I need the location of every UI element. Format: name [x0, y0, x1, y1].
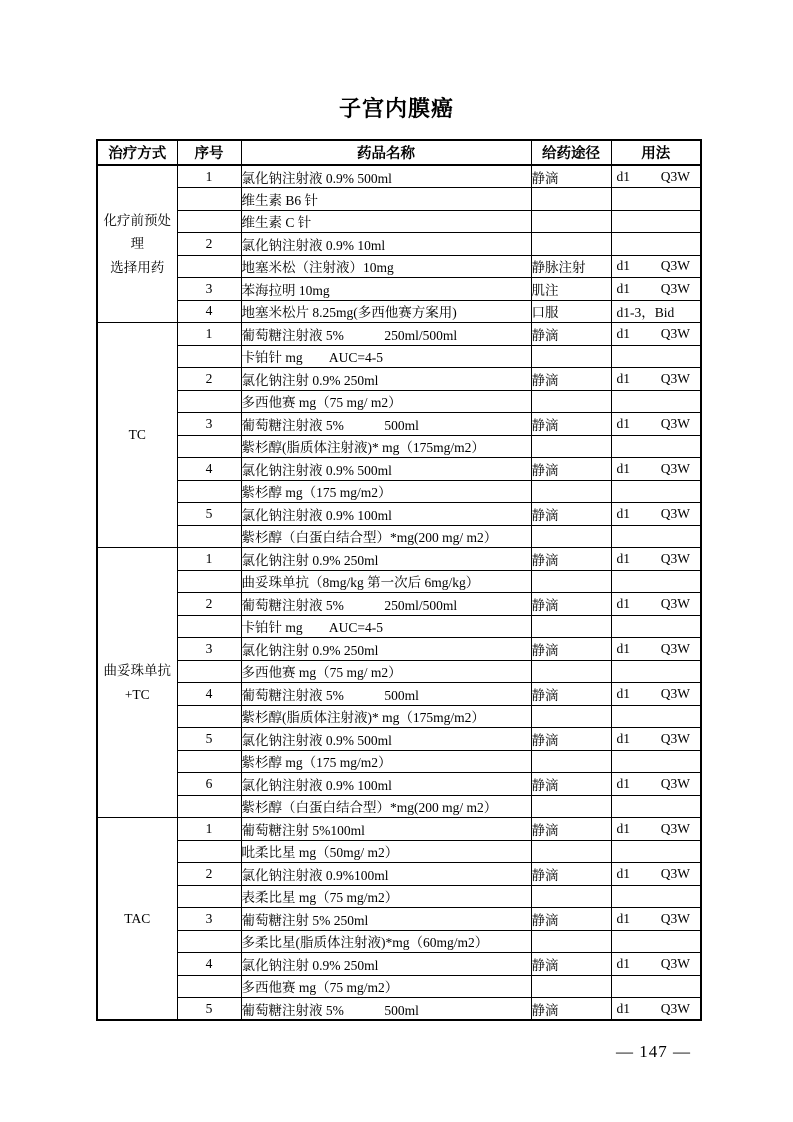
row-number-cell: 1: [177, 818, 241, 841]
usage-text: [612, 326, 701, 342]
drug-name-cell: 苯海拉明 10mg: [241, 278, 531, 301]
drug-name-cell: 葡萄糖注射 5%100ml: [241, 818, 531, 841]
usage-text: [612, 371, 701, 387]
usage-cell: [611, 525, 701, 548]
usage-cell: [611, 503, 701, 526]
usage-text: [612, 281, 701, 297]
usage-cell: [611, 998, 701, 1021]
table-row: [97, 345, 701, 368]
usage-part: Q3W: [660, 505, 690, 521]
drug-name-cell: 氯化钠注射 0.9% 250ml: [241, 548, 531, 571]
table-row: [97, 570, 701, 593]
usage-cell: [611, 660, 701, 683]
route-cell: 静滴: [531, 165, 611, 188]
table-row: [97, 998, 701, 1021]
usage-cell: [611, 390, 701, 413]
usage-part: Q3W: [660, 370, 690, 386]
table-row: [97, 458, 701, 481]
route-cell: [531, 570, 611, 593]
usage-cell: [611, 368, 701, 391]
table-header-row: [97, 140, 701, 165]
row-number-cell: [177, 840, 241, 863]
column-header-number: 序号: [177, 140, 241, 165]
usage-part: Q3W: [660, 865, 690, 881]
usage-part: d1: [616, 415, 630, 431]
drug-name-cell: 卡铂针 mg AUC=4-5: [241, 345, 531, 368]
drug-name-cell: 卡铂针 mg AUC=4-5: [241, 615, 531, 638]
usage-part: Q3W: [660, 280, 690, 296]
table-row: [97, 480, 701, 503]
usage-cell: [611, 728, 701, 751]
route-cell: [531, 795, 611, 818]
usage-text: [612, 821, 701, 837]
row-number-cell: 1: [177, 323, 241, 346]
usage-cell: [611, 975, 701, 998]
route-cell: [531, 210, 611, 233]
usage-part: d1: [616, 460, 630, 476]
treatment-label-line: +TC: [124, 686, 150, 702]
row-number-cell: [177, 930, 241, 953]
table-row: [97, 638, 701, 661]
drug-name-cell: 维生素 C 针: [241, 210, 531, 233]
usage-text: [612, 911, 701, 927]
row-number-cell: [177, 255, 241, 278]
usage-text: [612, 551, 701, 567]
table-row: [97, 773, 701, 796]
usage-cell: [611, 593, 701, 616]
usage-part: d1: [616, 325, 630, 341]
drug-name-cell: 氯化钠注射液 0.9% 500ml: [241, 728, 531, 751]
table-row: [97, 525, 701, 548]
row-number-cell: [177, 345, 241, 368]
usage-part: Q3W: [660, 640, 690, 656]
usage-cell: [611, 480, 701, 503]
column-header-treatment: 治疗方式: [97, 140, 177, 165]
row-number-cell: 5: [177, 998, 241, 1021]
route-cell: 静滴: [531, 638, 611, 661]
usage-part: Q3W: [660, 730, 690, 746]
row-number-cell: 1: [177, 548, 241, 571]
usage-cell: [611, 435, 701, 458]
usage-part: d1: [616, 505, 630, 521]
row-number-cell: [177, 750, 241, 773]
row-number-cell: 3: [177, 413, 241, 436]
route-cell: 静脉注射: [531, 255, 611, 278]
usage-cell: [611, 750, 701, 773]
usage-part: d1-3，Bid: [616, 305, 675, 321]
row-number-cell: [177, 435, 241, 458]
usage-part: d1: [616, 820, 630, 836]
usage-part: Q3W: [660, 550, 690, 566]
usage-cell: [611, 300, 701, 323]
usage-part: d1: [616, 280, 630, 296]
usage-cell: [611, 278, 701, 301]
route-cell: [531, 750, 611, 773]
usage-cell: [611, 615, 701, 638]
row-number-cell: 2: [177, 368, 241, 391]
usage-text: [612, 169, 701, 185]
usage-text: [612, 258, 701, 274]
table-row: [97, 503, 701, 526]
row-number-cell: [177, 975, 241, 998]
route-cell: [531, 233, 611, 256]
drug-name-cell: 氯化钠注射 0.9% 250ml: [241, 368, 531, 391]
table-row: [97, 300, 701, 323]
route-cell: [531, 975, 611, 998]
table-row: [97, 210, 701, 233]
usage-cell: [611, 570, 701, 593]
usage-text: [612, 641, 701, 657]
route-cell: 静滴: [531, 998, 611, 1021]
usage-cell: [611, 683, 701, 706]
table-row: [97, 390, 701, 413]
drug-name-cell: 紫杉醇 mg（175 mg/m2）: [241, 480, 531, 503]
table-row: [97, 660, 701, 683]
route-cell: 静滴: [531, 368, 611, 391]
treatment-cell: [97, 323, 177, 548]
drug-name-cell: 氯化钠注射液 0.9%100ml: [241, 863, 531, 886]
route-cell: [531, 930, 611, 953]
row-number-cell: [177, 660, 241, 683]
table-row: [97, 930, 701, 953]
drug-name-cell: 葡萄糖注射液 5% 500ml: [241, 998, 531, 1021]
route-cell: 静滴: [531, 548, 611, 571]
usage-part: d1: [616, 730, 630, 746]
table-row: [97, 840, 701, 863]
route-cell: 静滴: [531, 953, 611, 976]
usage-part: d1: [616, 640, 630, 656]
usage-part: d1: [616, 258, 630, 274]
row-number-cell: 6: [177, 773, 241, 796]
drug-name-cell: 多西他赛 mg（75 mg/m2）: [241, 975, 531, 998]
table-row: [97, 750, 701, 773]
drug-table: [96, 139, 702, 1021]
usage-part: Q3W: [660, 1000, 690, 1016]
table-row: [97, 975, 701, 998]
usage-part: Q3W: [660, 325, 690, 341]
route-cell: 静滴: [531, 818, 611, 841]
row-number-cell: 4: [177, 300, 241, 323]
route-cell: 静滴: [531, 503, 611, 526]
table-row: [97, 413, 701, 436]
usage-text: [612, 731, 701, 747]
usage-cell: [611, 908, 701, 931]
row-number-cell: 4: [177, 683, 241, 706]
usage-cell: [611, 885, 701, 908]
route-cell: [531, 390, 611, 413]
route-cell: 静滴: [531, 458, 611, 481]
usage-cell: [611, 188, 701, 211]
usage-part: d1: [616, 550, 630, 566]
route-cell: 静滴: [531, 593, 611, 616]
table-row: [97, 728, 701, 751]
row-number-cell: [177, 615, 241, 638]
row-number-cell: [177, 885, 241, 908]
usage-text: [612, 686, 701, 702]
table-row: [97, 323, 701, 346]
column-header-drug-name: 药品名称: [241, 140, 531, 165]
table-row: [97, 818, 701, 841]
table-row: [97, 885, 701, 908]
usage-cell: [611, 953, 701, 976]
drug-name-cell: 氯化钠注射液 0.9% 500ml: [241, 458, 531, 481]
drug-name-cell: 氯化钠注射液 0.9% 100ml: [241, 503, 531, 526]
usage-cell: [611, 840, 701, 863]
usage-text: [612, 596, 701, 612]
row-number-cell: [177, 570, 241, 593]
row-number-cell: [177, 480, 241, 503]
route-cell: 静滴: [531, 863, 611, 886]
drug-name-cell: 表柔比星 mg（75 mg/m2）: [241, 885, 531, 908]
page-title: 子宫内膜癌: [338, 96, 454, 121]
usage-cell: [611, 345, 701, 368]
table-row: [97, 368, 701, 391]
drug-name-cell: 葡萄糖注射液 5% 500ml: [241, 413, 531, 436]
route-cell: [531, 840, 611, 863]
row-number-cell: 5: [177, 503, 241, 526]
drug-name-cell: 吡柔比星 mg（50mg/ m2）: [241, 840, 531, 863]
drug-name-cell: 紫杉醇（白蛋白结合型）*mg(200 mg/ m2）: [241, 795, 531, 818]
drug-name-cell: 葡萄糖注射液 5% 250ml/500ml: [241, 323, 531, 346]
usage-part: d1: [616, 595, 630, 611]
row-number-cell: 4: [177, 953, 241, 976]
route-cell: 肌注: [531, 278, 611, 301]
drug-name-cell: 维生素 B6 针: [241, 188, 531, 211]
treatment-label-line: TC: [128, 427, 146, 443]
treatment-cell: [97, 165, 177, 323]
drug-name-cell: 氯化钠注射 0.9% 250ml: [241, 953, 531, 976]
usage-part: d1: [616, 775, 630, 791]
row-number-cell: 2: [177, 593, 241, 616]
row-number-cell: [177, 525, 241, 548]
usage-cell: [611, 930, 701, 953]
route-cell: 静滴: [531, 683, 611, 706]
usage-text: [612, 866, 701, 882]
usage-cell: [611, 233, 701, 256]
row-number-cell: 5: [177, 728, 241, 751]
drug-name-cell: 氯化钠注射液 0.9% 10ml: [241, 233, 531, 256]
usage-part: d1: [616, 685, 630, 701]
usage-cell: [611, 705, 701, 728]
table-row: [97, 863, 701, 886]
usage-part: Q3W: [660, 258, 690, 274]
route-cell: 静滴: [531, 773, 611, 796]
usage-cell: [611, 255, 701, 278]
route-cell: [531, 525, 611, 548]
usage-part: d1: [616, 955, 630, 971]
drug-name-cell: 葡萄糖注射 5% 250ml: [241, 908, 531, 931]
table-row: [97, 795, 701, 818]
usage-cell: [611, 818, 701, 841]
usage-cell: [611, 795, 701, 818]
row-number-cell: [177, 795, 241, 818]
route-cell: [531, 705, 611, 728]
usage-cell: [611, 413, 701, 436]
usage-text: [612, 776, 701, 792]
usage-part: Q3W: [660, 775, 690, 791]
usage-text: [612, 506, 701, 522]
table-row: [97, 908, 701, 931]
drug-name-cell: 葡萄糖注射液 5% 250ml/500ml: [241, 593, 531, 616]
usage-part: Q3W: [660, 910, 690, 926]
row-number-cell: 3: [177, 638, 241, 661]
usage-part: Q3W: [660, 685, 690, 701]
drug-name-cell: 多西他赛 mg（75 mg/ m2）: [241, 390, 531, 413]
route-cell: [531, 188, 611, 211]
table-row: [97, 188, 701, 211]
drug-name-cell: 氯化钠注射液 0.9% 100ml: [241, 773, 531, 796]
usage-cell: [611, 638, 701, 661]
drug-name-cell: 地塞米松（注射液）10mg: [241, 255, 531, 278]
column-header-usage: 用法: [611, 140, 701, 165]
table-row: [97, 165, 701, 188]
usage-part: Q3W: [660, 460, 690, 476]
usage-cell: [611, 165, 701, 188]
row-number-cell: 2: [177, 863, 241, 886]
row-number-cell: 3: [177, 278, 241, 301]
column-header-route: 给药途径: [531, 140, 611, 165]
route-cell: 静滴: [531, 323, 611, 346]
table-row: [97, 255, 701, 278]
usage-cell: [611, 773, 701, 796]
row-number-cell: [177, 188, 241, 211]
route-cell: [531, 660, 611, 683]
row-number-cell: [177, 210, 241, 233]
route-cell: 静滴: [531, 413, 611, 436]
usage-cell: [611, 323, 701, 346]
row-number-cell: 1: [177, 165, 241, 188]
row-number-cell: 2: [177, 233, 241, 256]
route-cell: 口服: [531, 300, 611, 323]
usage-text: [612, 1001, 701, 1017]
drug-name-cell: 氯化钠注射 0.9% 250ml: [241, 638, 531, 661]
table-row: [97, 953, 701, 976]
treatment-cell: [97, 818, 177, 1021]
drug-name-cell: 多柔比星(脂质体注射液)*mg（60mg/m2）: [241, 930, 531, 953]
table-row: [97, 593, 701, 616]
route-cell: [531, 435, 611, 458]
usage-part: d1: [616, 865, 630, 881]
treatment-label-line: 曲妥珠单抗: [103, 662, 171, 678]
drug-name-cell: 曲妥珠单抗（8mg/kg 第一次后 6mg/kg）: [241, 570, 531, 593]
drug-name-cell: 紫杉醇(脂质体注射液)* mg（175mg/m2）: [241, 435, 531, 458]
usage-part: d1: [616, 370, 630, 386]
treatment-label-line: 化疗前预处理: [103, 212, 171, 252]
treatment-cell: [97, 548, 177, 818]
row-number-cell: 3: [177, 908, 241, 931]
drug-name-cell: 紫杉醇(脂质体注射液)* mg（175mg/m2）: [241, 705, 531, 728]
usage-cell: [611, 548, 701, 571]
table-row: [97, 233, 701, 256]
row-number-cell: 4: [177, 458, 241, 481]
table-row: [97, 435, 701, 458]
usage-part: d1: [616, 1000, 630, 1016]
page-number: — 147 —: [616, 1042, 691, 1061]
usage-cell: [611, 458, 701, 481]
route-cell: [531, 345, 611, 368]
table-row: [97, 278, 701, 301]
route-cell: [531, 480, 611, 503]
route-cell: 静滴: [531, 908, 611, 931]
usage-part: Q3W: [660, 595, 690, 611]
usage-text: [612, 461, 701, 477]
treatment-label-line: TAC: [124, 910, 151, 926]
usage-text: [612, 416, 701, 432]
usage-cell: [611, 863, 701, 886]
usage-part: d1: [616, 910, 630, 926]
row-number-cell: [177, 705, 241, 728]
route-cell: [531, 615, 611, 638]
table-row: [97, 705, 701, 728]
usage-part: Q3W: [660, 955, 690, 971]
drug-name-cell: 地塞米松片 8.25mg(多西他赛方案用): [241, 300, 531, 323]
drug-name-cell: 多西他赛 mg（75 mg/ m2）: [241, 660, 531, 683]
route-cell: 静滴: [531, 728, 611, 751]
usage-part: Q3W: [660, 415, 690, 431]
usage-text: [612, 956, 701, 972]
route-cell: [531, 885, 611, 908]
usage-part: Q3W: [660, 168, 690, 184]
table-row: [97, 615, 701, 638]
drug-name-cell: 氯化钠注射液 0.9% 500ml: [241, 165, 531, 188]
drug-name-cell: 紫杉醇 mg（175 mg/m2）: [241, 750, 531, 773]
row-number-cell: [177, 390, 241, 413]
usage-part: d1: [616, 168, 630, 184]
usage-part: Q3W: [660, 820, 690, 836]
usage-text: [612, 301, 701, 321]
table-row: [97, 548, 701, 571]
table-row: [97, 683, 701, 706]
treatment-label-line: 选择用药: [110, 259, 165, 275]
usage-cell: [611, 210, 701, 233]
drug-name-cell: 紫杉醇（白蛋白结合型）*mg(200 mg/ m2）: [241, 525, 531, 548]
drug-name-cell: 葡萄糖注射液 5% 500ml: [241, 683, 531, 706]
